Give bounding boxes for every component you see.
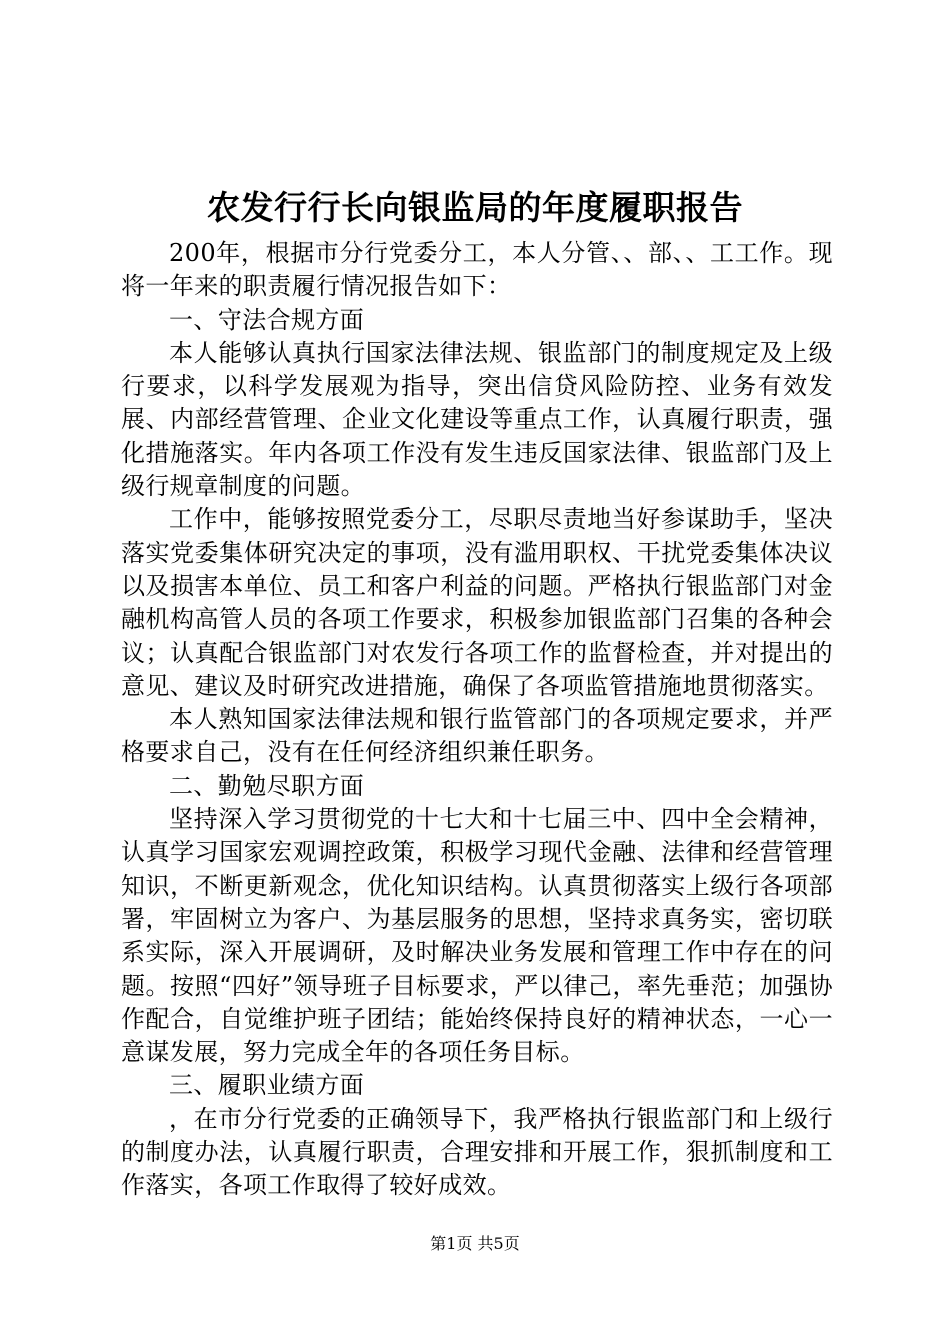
section-heading-performance: 三、履职业绩方面 <box>169 1071 365 1100</box>
diligence-paragraph: 坚持深入学习贯彻党的十七大和十七届三中、四中全会精神，认真学习国家宏观调控政策，积极学习现代金融、法律和经营管理知识，不断更新观念，优化知识结构。认真贯彻落实上级行各项部署，牢固树立为客户、为基层服务的思想，坚持求真务实，密切联系实际，深入开展调研，及时解决业务发展和管理工作中存在的问题。按照“四好”领导班子目标要求，严以律己，率先垂范；加强协作配合，自觉维护班子团结；能始终保持良好的精神状态，一心一意谋发展，努力完成全年的各项任务目标。 <box>121 805 833 1067</box>
intro-paragraph: 200年，根据市分行党委分工，本人分管、、部、、工工作。现将一年来的职责履行情况报告如下： <box>121 239 833 301</box>
compliance-paragraph-3: 本人熟知国家法律法规和银行监管部门的各项规定要求，并严格要求自己，没有在任何经济组织兼任职务。 <box>121 705 833 767</box>
compliance-paragraph-2: 工作中，能够按照党委分工，尽职尽责地当好参谋助手，坚决落实党委集体研究决定的事项，没有滥用职权、干扰党委集体决议以及损害本单位、员工和客户利益的问题。严格执行银监部门对金融机构高管人员的各项工作要求，积极参加银监部门召集的各种会议；认真配合银监部门对农发行各项工作的监督检查，并对提出的意见、建议及时研究改进措施，确保了各项监管措施地贯彻落实。 <box>121 505 833 700</box>
compliance-paragraph-1: 本人能够认真执行国家法律法规、银监部门的制度规定及上级行要求，以科学发展观为指导，突出信贷风险防控、业务有效发展、内部经营管理、企业文化建设等重点工作，认真履行职责，强化措施落实。年内各项工作没有发生违反国家法律、银监部门及上级行规章制度的问题。 <box>121 338 833 501</box>
section-heading-compliance: 一、守法合规方面 <box>169 305 365 334</box>
document-body <box>121 237 833 1203</box>
section-heading-diligence: 二、勤勉尽职方面 <box>169 771 365 800</box>
performance-paragraph: ，在市分行党委的正确领导下，我严格执行银监部门和上级行的制度办法，认真履行职责，合理安排和开展工作，狠抓制度和工作落实，各项工作取得了较好成效。 <box>121 1104 833 1200</box>
page-footer: 第1页 共5页 <box>430 1234 520 1253</box>
document-title: 农发行行长向银监局的年度履职报告 <box>207 188 743 227</box>
